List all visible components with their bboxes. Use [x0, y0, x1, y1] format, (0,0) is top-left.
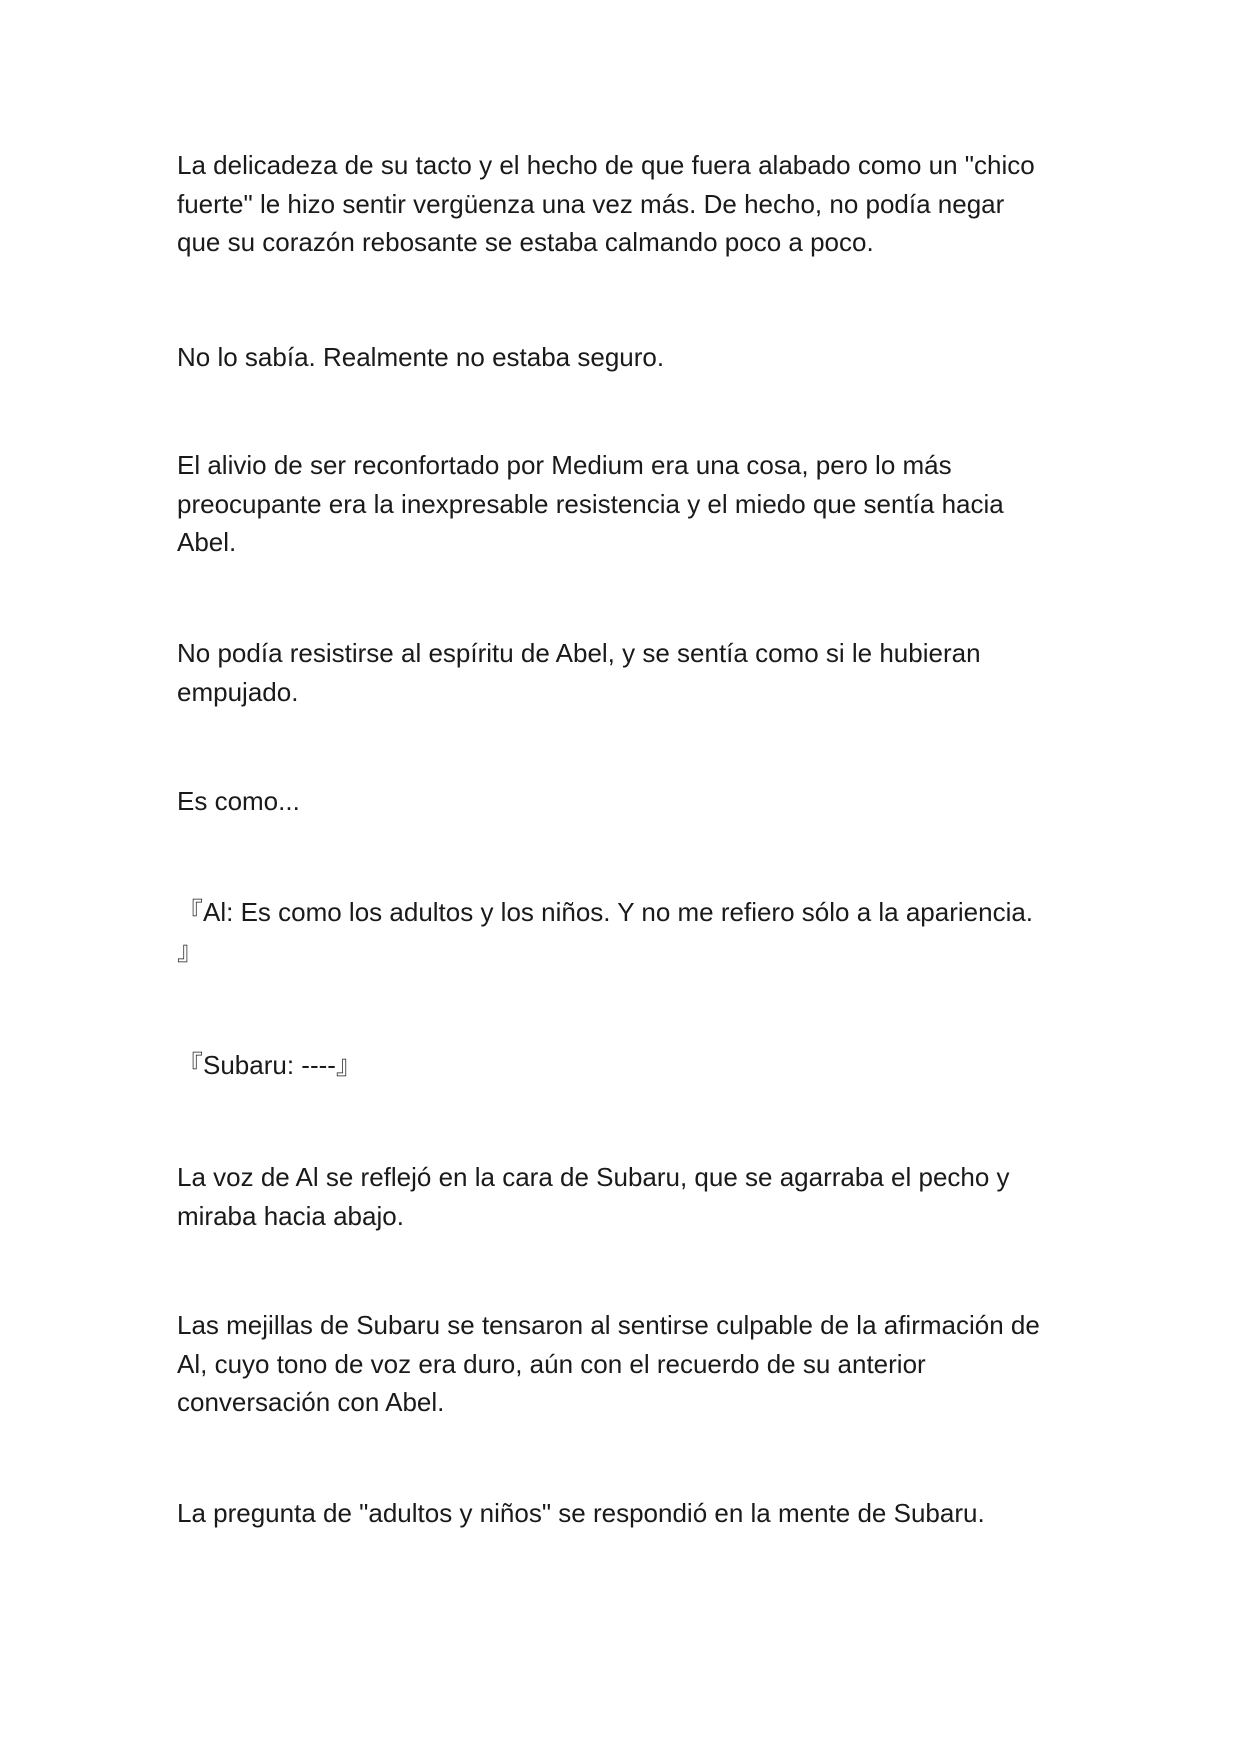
paragraph-3 — [177, 446, 1077, 562]
text-line: Al, cuyo tono de voz era duro, aún con el recuerdo de su anterior — [177, 1348, 926, 1379]
paragraph-8 — [177, 1158, 1077, 1235]
text-line: 』 — [177, 935, 204, 966]
text-line: Es como... — [177, 786, 300, 816]
text-line: El alivio de ser reconfortado por Medium era una cosa, pero lo más — [177, 450, 952, 480]
dialogue-subaru — [177, 1046, 1077, 1085]
dialogue-al — [177, 893, 1077, 970]
text-line: empujado. — [177, 676, 299, 707]
text-line: conversación con Abel. — [177, 1387, 445, 1417]
paragraph-5 — [177, 782, 1077, 821]
text-line: Las mejillas de Subaru se tensaron al sentirse culpable de la afirmación de — [177, 1310, 1040, 1340]
text-line: Abel. — [177, 527, 237, 557]
text-line: 『Subaru: ----』 — [177, 1050, 362, 1080]
paragraph-9 — [177, 1306, 1077, 1422]
text-line: preocupante era la inexpresable resistencia y el miedo que sentía hacia — [177, 488, 1004, 519]
paragraph-2 — [177, 338, 1077, 377]
text-line: La delicadeza de su tacto y el hecho de que fuera alabado como un "chico — [177, 150, 1035, 180]
text-line: que su corazón rebosante se estaba calmando poco a poco. — [177, 227, 874, 257]
text-line: miraba hacia abajo. — [177, 1200, 404, 1231]
text-line: No podía resistirse al espíritu de Abel, y se sentía como si le hubieran — [177, 638, 981, 668]
text-line: La voz de Al se reflejó en la cara de Subaru, que se agarraba el pecho y — [177, 1162, 1010, 1192]
paragraph-4 — [177, 634, 1077, 711]
text-line: fuerte" le hizo sentir vergüenza una vez más. De hecho, no podía negar — [177, 188, 1005, 219]
paragraph-10 — [177, 1494, 1077, 1533]
text-line: No lo sabía. Realmente no estaba seguro. — [177, 342, 665, 372]
text-line: 『Al: Es como los adultos y los niños. Y no me refiero sólo a la apariencia. — [177, 897, 1034, 927]
text-line: La pregunta de "adultos y niños" se respondió en la mente de Subaru. — [177, 1498, 985, 1528]
paragraph-1 — [177, 146, 1077, 262]
